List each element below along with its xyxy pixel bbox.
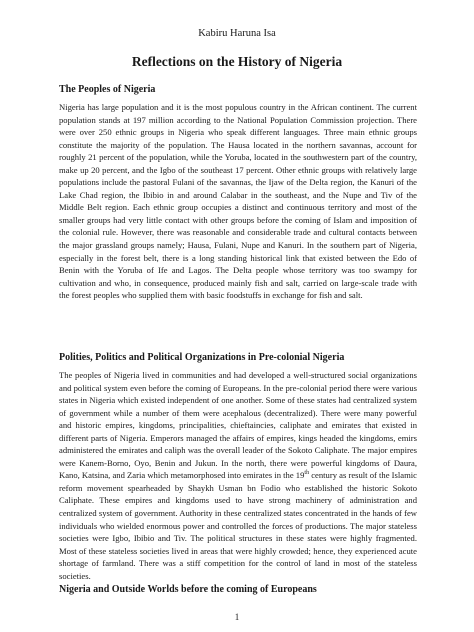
section-heading-peoples: The Peoples of Nigeria — [59, 84, 156, 95]
section-paragraph-polities — [59, 369, 417, 582]
author-name: Kabiru Haruna Isa — [198, 28, 276, 39]
document-title: Reflections on the History of Nigeria — [131, 54, 343, 69]
section-paragraph-peoples: Nigeria has large population and it is the most populous country in the African continent. The current population stands at 197 million according to the National Population Commission projection. There were over 250 ethnic groups in Nigeria who speak different languages. Three main ethnic groups constitute the majority of the population. The Hausa located in the northern savannas, account for roughly 21 percent of the population, while the Yoruba, located in the southwestern part of the country, make up 20 percent, and the Igbo of the southeast 17 percent. Other ethnic groups with relatively large populations include the pastoral Fulani of the savannas, the Ijaw of the Delta region, the Kanuri of the Lake Chad region, the Ibibio in and around Calabar in the southeast, and the Nupe and Tiv of the Middle Belt region. Each ethnic group occupies a distinct and continuous territory and most of the smaller groups had very little contact with other groups before the coming of Islam and imposition of the colonial rule. However, there was reasonable and considerable trade and cultural contacts between the major grassland groups namely; Hausa, Fulani, Nupe and Kanuri. In the southern part of Nigeria, especially in the forest belt, there is a long standing historical link that existed between the Edo of Benin with the Yoruba of Ife and Lagos. The Delta people whose territory was too swampy for cultivation and who, in consequence, produced mainly fish and salt, carried on large-scale trade with the forest peoples who supplied them with basic foodstuffs in exchange for fish and salt. — [59, 102, 417, 301]
section-heading-outside-worlds: Nigeria and Outside Worlds before the coming of Europeans — [59, 584, 317, 595]
paragraph-text-part2: century as result of the Islamic reform movement spearheaded by Shaykh Usman bn Fodio who established the historic Sokoto Caliphate. These empires and kingdoms used to have strong machinery of administration and centralized system of government. Authority in these centralized states concentrated in the hands of few individuals who wielded enormous power and controlled the forces of productions. The major stateless societies were Igbo, Ibibio and Tiv. The political structures in these states were highly fragmented. Most of these stateless societies lived in areas that were highly crowded; hence, they experienced acute shortage of farmland. There was a stiff competition for the control of land in most of the stateless societies. — [59, 470, 417, 581]
ordinal-superscript: th — [304, 470, 310, 477]
paragraph-text-part1: The peoples of Nigeria lived in communities and had developed a well-structured social organizations and political system even before the coming of Europeans. In the pre-colonial period there were various states in Nigeria which existed independent of one another. Some of these states had centralized system of government while a number of them were acephalous (decentralized). There were many powerful and historic empires, kingdoms, principalities, chieftaincies, caliphate and emirates that existed in different parts of Nigeria. Emperors managed the affairs of empires, kings headed the kingdoms, emirs administered the emirates and caliph was the overall leader of the Sokoto Caliphate. The major empires were Kanem-Borno, Oyo, Benin and Jukun. In the north, there were powerful kingdoms of Daura, Kano, Katsina, and Zaria which metamorphosed into emirates in the 19 — [59, 370, 417, 481]
section-heading-polities: Polities, Politics and Political Organizations in Pre-colonial Nigeria — [59, 352, 345, 363]
page-number: 1 — [234, 612, 240, 622]
